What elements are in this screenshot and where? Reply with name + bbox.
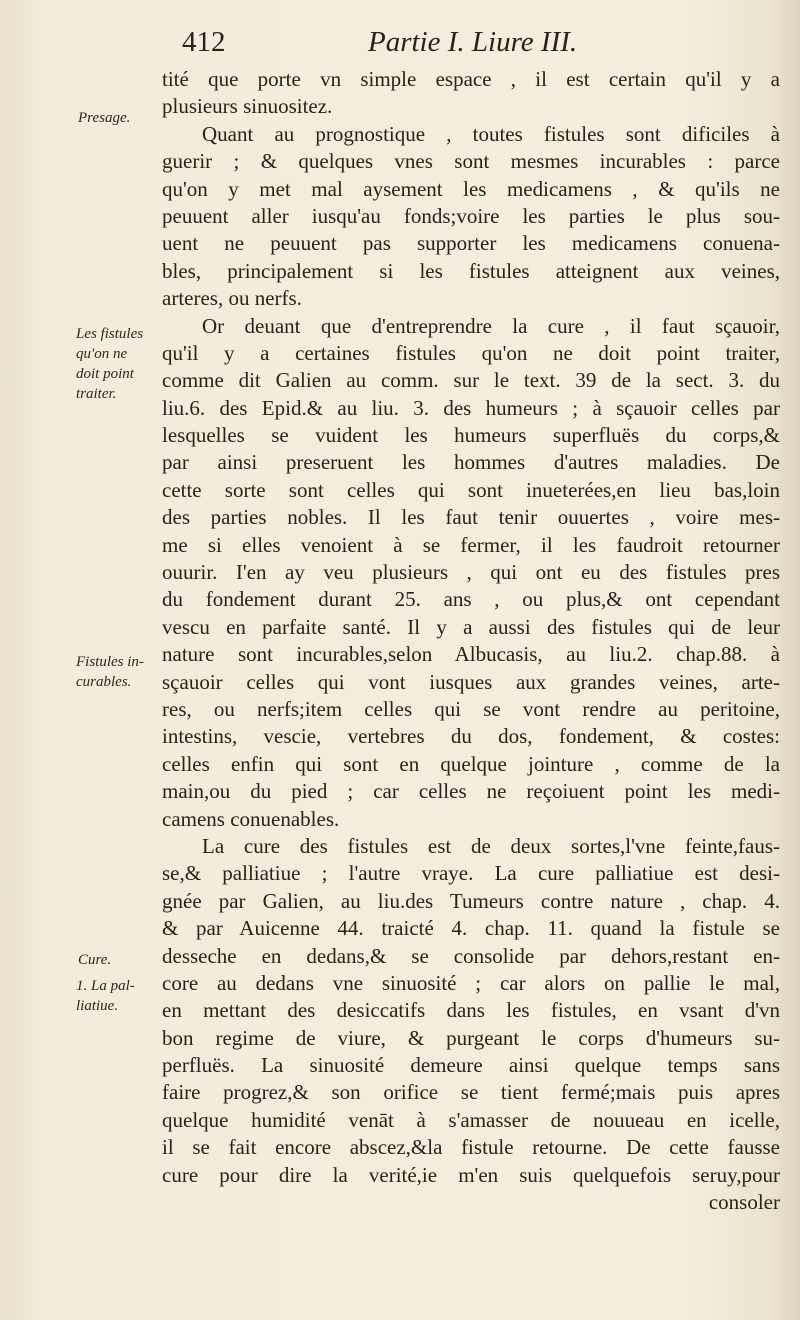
text-line: des parties nobles. Il les faut tenir ouuertes , voire mes- [162,505,780,530]
text-line: ouurir. I'en ay veu plusieurs , qui ont eu des fistules pres [162,560,780,585]
text-line: comme dit Galien au comm. sur le text. 39 de la sect. 3. du [162,368,780,393]
text-line: celles enfin qui sont en quelque jointure , comme de la [162,751,780,776]
text-line: Quant au prognostique , toutes fistules sont dificiles à [202,121,780,146]
catchword: consoler [708,1190,780,1215]
margin-note-line: 1. La pal- [76,978,135,994]
text-line: arteres, ou nerfs. [162,286,302,311]
text-line: nature sont incurables,selon Albucasis, au liu.2. chap.88. à [162,642,780,667]
text-line: qu'on y met mal aysement les medicamens , & qu'ils ne [162,176,780,201]
margin-note-line: traiter. [76,386,117,402]
text-line: cette sorte sont celles qui sont inueterées,en lieu bas,loin [162,477,780,502]
text-line: plusieurs sinuositez. [162,94,333,119]
margin-note-palliatiue [76,976,135,1016]
text-line: quelque humidité venāt à s'amasser de nouueau en icelle, [162,1107,780,1132]
text-line: en mettant des desiccatifs dans les fistules, en vsant d'vn [162,998,780,1023]
running-title: Partie I. Liure III. [368,26,578,58]
margin-note-cure [78,950,111,970]
margin-notes [0,0,160,1320]
text-line: cure pour dire la verité,ie m'en suis quelquefois seruy,pour [162,1162,780,1187]
margin-note-line: curables. [76,674,132,690]
text-line: uent ne peuuent pas supporter les medicamens conuena- [162,231,780,256]
text-line: faire progrez,& son orifice se tient fermé;mais puis apres [162,1080,780,1105]
body-text [162,66,780,1216]
text-line: liu.6. des Epid.& au liu. 3. des humeurs ; à sçauoir celles par [162,395,780,420]
text-line: bles, principalement si les fistules atteignent aux veines, [162,258,780,283]
text-line: guerir ; & quelques vnes sont mesmes incurables : parce [162,149,780,174]
text-line: gnée par Galien, au liu.des Tumeurs contre nature , chap. 4. [162,888,780,913]
text-line: me si elles venoient à se fermer, il les faudroit retourner [162,532,780,557]
margin-note-line: Presage. [78,110,131,126]
text-line: qu'il y a certaines fistules qu'on ne doit point traiter, [162,340,780,365]
margin-note-fistules-incurables [76,652,144,692]
margin-note-line: doit point [76,366,134,382]
text-line: par ainsi preseruent les hommes d'autres maladies. De [162,450,780,475]
text-line: intestins, vescie, vertebres du dos, fondement, & costes: [162,724,780,749]
text-line: & par Auicenne 44. traicté 4. chap. 11. quand la fistule se [162,916,780,941]
text-line: Or deuant que d'entreprendre la cure , il faut sçauoir, [202,313,780,338]
text-line: desseche en dedans,& se consolide par dehors,restant en- [162,943,780,968]
margin-note-line: qu'on ne [76,346,128,362]
margin-note-presage [78,108,130,128]
text-line: se,& palliatiue ; l'autre vraye. La cure palliatiue est desi- [162,861,780,886]
text-line: La cure des fistules est de deux sortes,l'vne feinte,faus- [202,833,780,858]
text-line: lesquelles se vuident les humeurs superfluës du corps,& [162,423,780,448]
text-line: du fondement durant 25. ans , ou plus,& ont cependant [162,587,780,612]
margin-note-fistules-non-traiter [76,324,143,404]
text-line: main,ou du pied ; car celles ne reçoiuent point les medi- [162,779,780,804]
text-line: peuuent aller iusqu'au fonds;voire les parties le plus sou- [162,203,780,228]
margin-note-line: Les fistules [76,326,144,342]
text-line: perfluës. La sinuosité demeure ainsi quelque temps sans [162,1053,780,1078]
page-number: 412 [182,26,226,58]
text-line: core au dedans vne sinuosité ; car alors on pallie le mal, [162,970,780,995]
text-line: camens conuenables. [162,806,340,831]
text-line: res, ou nerfs;item celles qui se vont rendre au peritoine, [162,696,780,721]
margin-note-line: Fistules in- [76,654,144,670]
text-line: bon regime de viure, & purgeant le corps d'humeurs su- [162,1025,780,1050]
margin-note-line: liatiue. [76,998,119,1014]
text-line: tité que porte vn simple espace , il est certain qu'il y a [162,67,780,91]
text-line: vescu en parfaite santé. Il y a aussi des fistules qui de leur [162,614,780,639]
margin-note-line: Cure. [78,952,112,968]
text-line: il se fait encore abscez,&la fistule retourne. De cette fausse [162,1135,780,1160]
text-line: sçauoir celles qui vont iusques aux grandes veines, arte- [162,669,780,694]
